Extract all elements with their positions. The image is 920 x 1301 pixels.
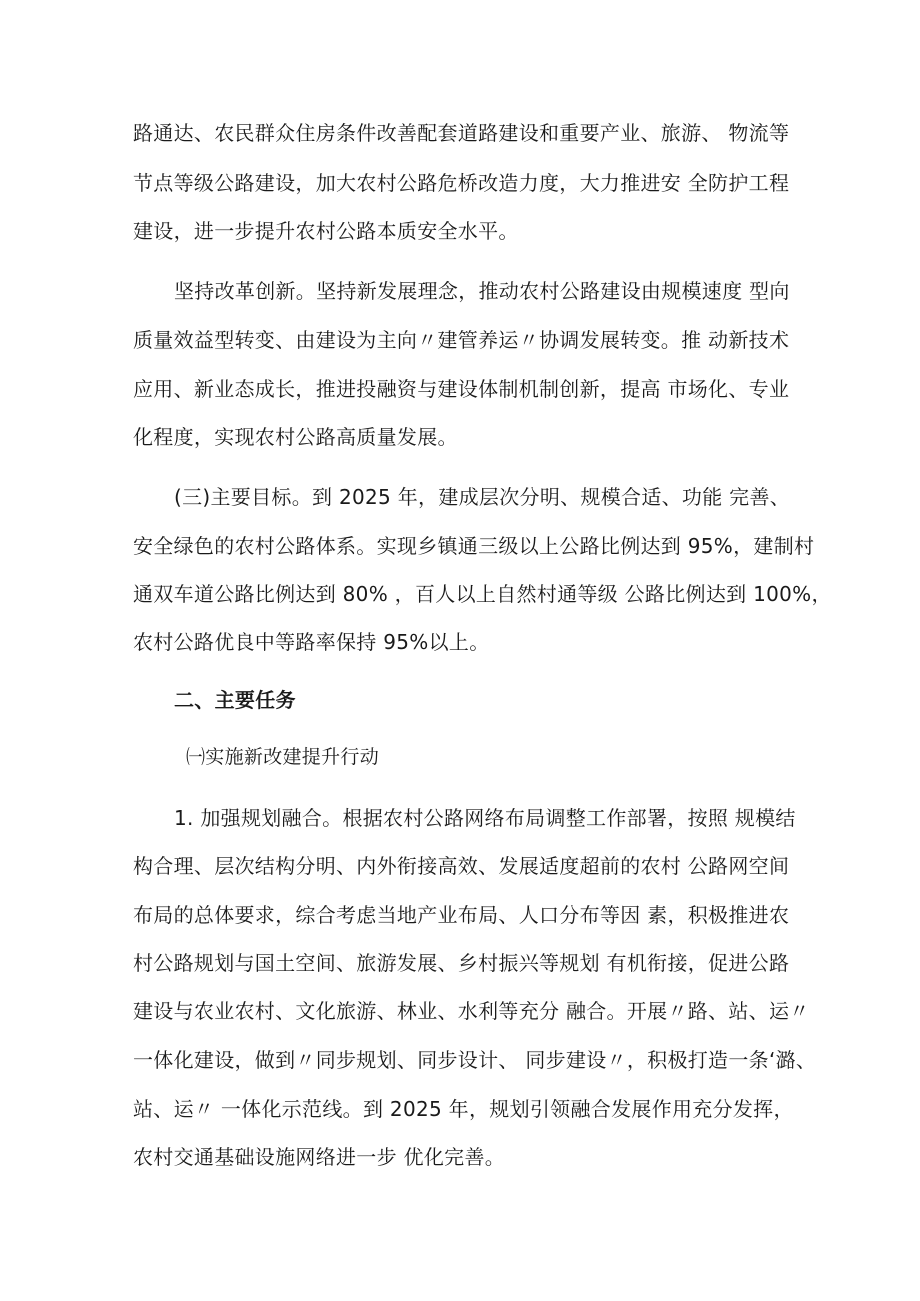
paragraph-line: 节点等级公路建设，加大农村公路危桥改造力度，大力推进安 全防护工程 [133, 171, 790, 195]
paragraph-line: 应用、新业态成长，推进投融资与建设体制机制创新，提高 市场化、专业 [133, 377, 790, 401]
paragraph-line: 化程度，实现农村公路高质量发展。 [133, 425, 458, 449]
paragraph-line: 村公路规划与国土空间、旅游发展、乡村振兴等规划 有机衔接，促进公路 [133, 951, 790, 975]
paragraph-line: 构合理、层次结构分明、内外衔接高效、发展适度超前的农村 公路网空间 [133, 854, 790, 878]
paragraph-line: 1. 加强规划融合。根据农村公路网络布局调整工作部署，按照 规模结 [174, 806, 796, 830]
section-heading: 二、主要任务 [174, 688, 296, 712]
paragraph-line: 通双车道公路比例达到 80% ，百人以上自然村通等级 公路比例达到 100%， [133, 582, 832, 606]
paragraph-line: 一体化建设，做到〃同步规划、同步设计、 同步建设〃，积极打造一条‘潞、 [133, 1048, 817, 1072]
paragraph-line: 农村交通基础设施网络进一步 优化完善。 [133, 1145, 506, 1169]
paragraph-line: 农村公路优良中等路率保持 95%以上。 [133, 630, 490, 654]
subsection-heading: ㈠实施新改建提升行动 [186, 746, 380, 768]
paragraph-line: 安全绿色的农村公路体系。实现乡镇通三级以上公路比例达到 95%，建制村 [133, 534, 815, 558]
paragraph-line: 布局的总体要求，综合考虑当地产业布局、人口分布等因 素，积极推进农 [133, 903, 790, 927]
paragraph-line: 站、运〃 一体化示范线。到 2025 年，规划引领融合发展作用充分发挥， [133, 1097, 794, 1121]
paragraph-line: (三)主要目标。到 2025 年，建成层次分明、规模合适、功能 完善、 [174, 485, 791, 509]
paragraph-line: 建设与农业农村、文化旅游、林业、水利等充分 融合。开展〃路、站、运〃 [133, 999, 810, 1023]
paragraph-line: 质量效益型转变、由建设为主向〃建管养运〃协调发展转变。推 动新技术 [133, 328, 790, 352]
paragraph-line: 路通达、农民群众住房条件改善配套道路建设和重要产业、旅游、 物流等 [133, 121, 790, 145]
paragraph-line: 坚持改革创新。坚持新发展理念，推动农村公路建设由规模速度 型向 [174, 279, 790, 303]
paragraph-line: 建设，进一步提升农村公路本质安全水平。 [133, 219, 519, 243]
